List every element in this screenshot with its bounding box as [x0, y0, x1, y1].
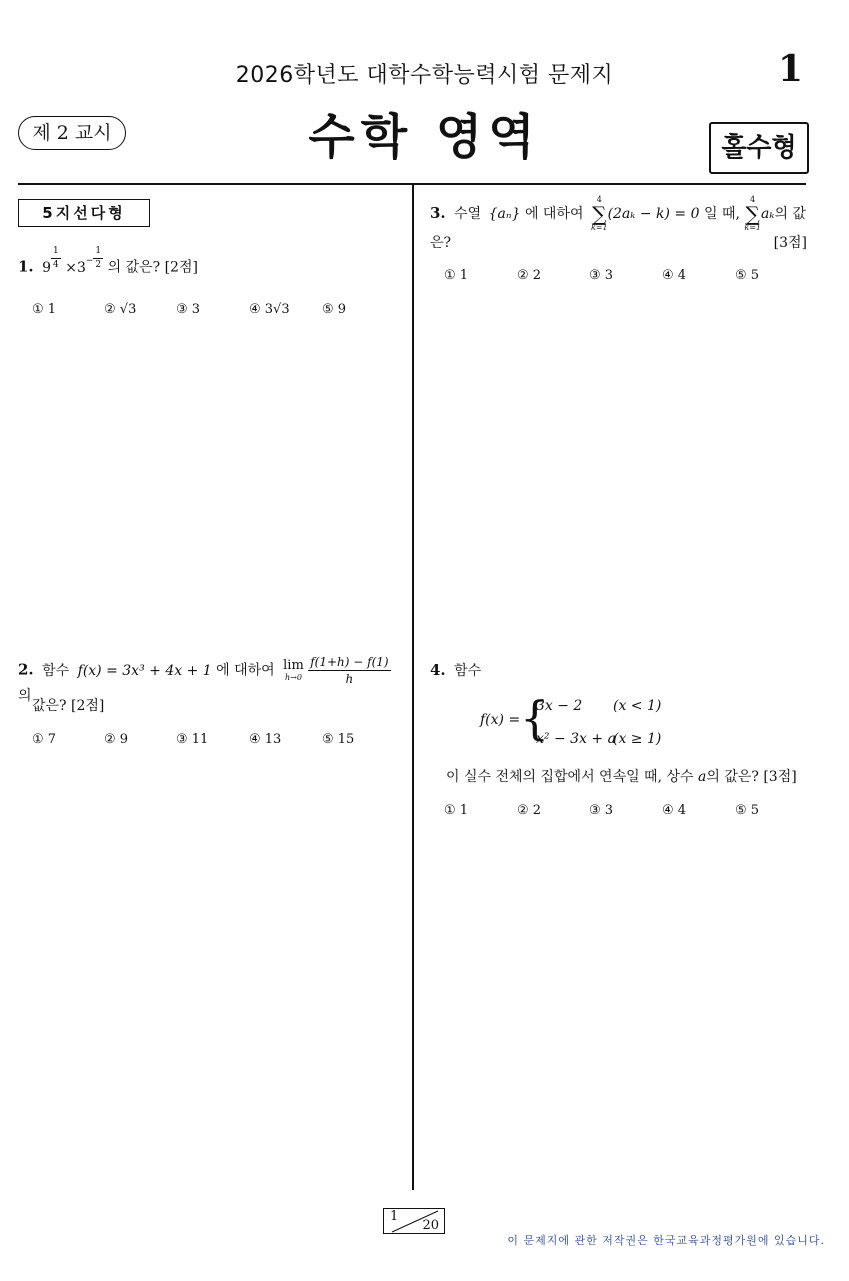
q4-case2-expr: x² − 3x + a: [536, 731, 616, 747]
q3-sum-expr: (2aₖ − k) = 0: [607, 206, 700, 222]
q2-line2: 값은? [2점]: [32, 698, 105, 714]
choice-5[interactable]: ⑤ 9: [322, 302, 347, 317]
q1-times: ×3: [65, 259, 86, 276]
q2-tail: 의: [18, 688, 32, 704]
q3-sum-1: 4 ∑ k=1: [590, 195, 608, 232]
choice-4[interactable]: ④ 4: [662, 268, 687, 283]
choice-5[interactable]: ⑤ 5: [735, 268, 760, 283]
q2-difference-quotient: $\frac{f(1+h) - f(1)}{h}$: [310, 655, 389, 686]
q4-variable: a: [698, 769, 707, 785]
q2-limit: lim h→0: [283, 658, 304, 682]
choice-3[interactable]: ③ 3: [589, 268, 614, 283]
page-total: 20: [422, 1218, 439, 1233]
choice-3[interactable]: ③ 3: [589, 803, 614, 818]
q3-mid2: 일 때,: [703, 206, 740, 222]
choice-3[interactable]: ③ 3: [176, 302, 201, 317]
period-label: 제 2 교시: [18, 116, 126, 150]
q4-brace: {: [520, 691, 550, 745]
choice-4[interactable]: ④ 4: [662, 803, 687, 818]
q4-case2-cond: (x ≥ 1): [613, 731, 662, 747]
q2-choices: [32, 732, 402, 752]
choice-2[interactable]: ② √3: [104, 302, 137, 317]
q4-lhs: f(x) =: [480, 712, 521, 728]
choice-1[interactable]: ① 1: [444, 803, 469, 818]
q4-choices: [444, 803, 804, 823]
q3-lead: 수열: [454, 206, 482, 222]
choice-2[interactable]: ② 2: [517, 803, 542, 818]
page-current: 1: [390, 1209, 399, 1224]
choice-4[interactable]: ④ 13: [249, 732, 282, 747]
copyright-notice: 이 문제지에 관한 저작권은 한국교육과정평가원에 있습니다.: [507, 1234, 825, 1247]
choice-4[interactable]: ④ 3√3: [249, 302, 290, 317]
question-number: 2.: [18, 660, 34, 679]
choice-2[interactable]: ② 9: [104, 732, 129, 747]
form-type-badge: 홀수형: [709, 122, 809, 174]
choice-1[interactable]: ① 7: [32, 732, 57, 747]
question-number: 1.: [18, 257, 34, 276]
choice-5[interactable]: ⑤ 15: [322, 732, 355, 747]
choice-5[interactable]: ⑤ 5: [735, 803, 760, 818]
q4-case1-expr: 3x − 2: [536, 698, 583, 714]
q3-sum-2: 4 ∑ k=1: [744, 195, 762, 232]
q4-tail: 의 값은? [3점]: [706, 769, 797, 785]
question-4: [430, 660, 481, 680]
q2-mid: 에 대하여: [216, 662, 275, 679]
q4-body-text: 이 실수 전체의 집합에서 연속일 때, 상수: [446, 769, 694, 785]
q3-sequence: {aₙ}: [488, 206, 521, 222]
q3-points: [3점]: [773, 235, 807, 251]
q1-choices: [32, 302, 402, 322]
choice-2[interactable]: ② 2: [517, 268, 542, 283]
q1-tail: 의 값은? [2점]: [107, 259, 198, 276]
q1-exponent-1: $\frac{1}{4}$: [53, 246, 59, 270]
question-1: [18, 246, 198, 279]
question-3: [430, 196, 810, 252]
page-number: 1: [777, 48, 803, 90]
question-number: 4.: [430, 661, 446, 679]
q2-function: f(x) = 3x³ + 4x + 1: [77, 662, 212, 679]
q4-body: [446, 766, 797, 786]
q1-exponent-2: $\frac{1}{2}$: [95, 246, 102, 270]
q1-exp2-sign: −: [85, 255, 94, 266]
q1-expression: [42, 246, 107, 276]
q3-choices: [444, 268, 804, 288]
choice-1[interactable]: ① 1: [444, 268, 469, 283]
exam-title: 2026학년도 대학수학능력시험 문제지: [235, 63, 614, 88]
q4-lead: 함수: [454, 663, 482, 679]
q3-sum2-expr: aₖ: [761, 206, 775, 222]
q3-tail: 의 값은?: [430, 206, 806, 251]
question-number: 3.: [430, 204, 446, 222]
q4-case1-cond: (x < 1): [613, 698, 662, 714]
column-divider: [412, 184, 414, 1190]
page-indicator: [383, 1208, 445, 1234]
choice-3[interactable]: ③ 11: [176, 732, 209, 747]
subject-title: 수학 영역: [308, 109, 541, 165]
choice-1[interactable]: ① 1: [32, 302, 57, 317]
q1-base: 9: [42, 259, 52, 276]
q2-lead: 함수: [42, 662, 70, 679]
q3-mid1: 에 대하여: [524, 206, 584, 222]
section-label: 5지선다형: [18, 199, 150, 227]
